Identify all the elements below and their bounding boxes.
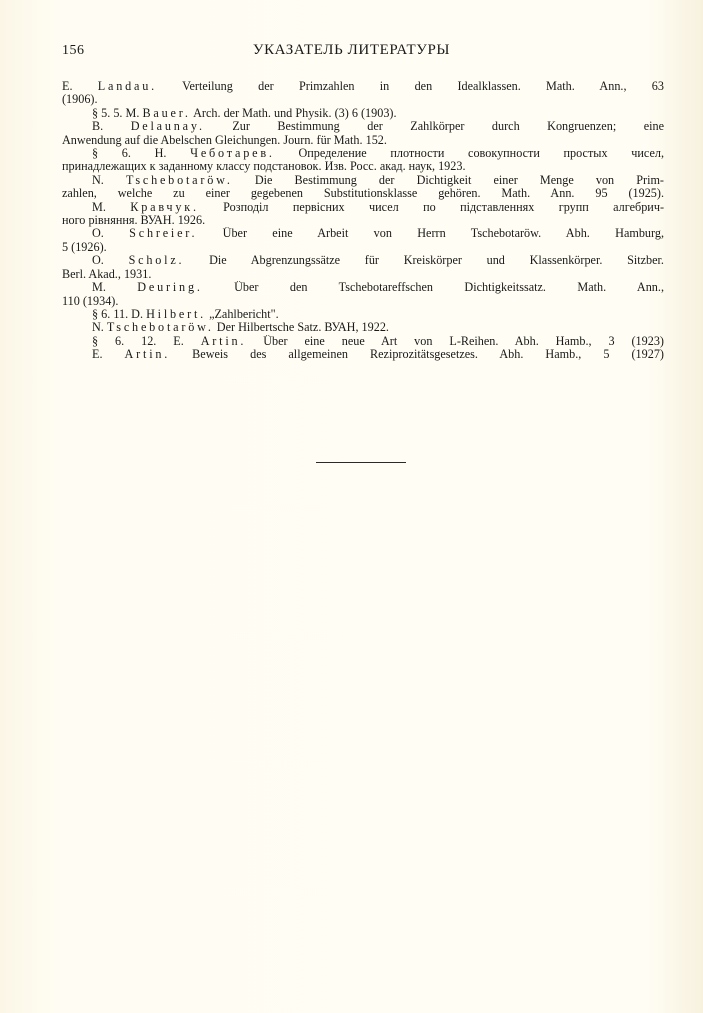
reference-line: O. Schreier. Über eine Arbeit von Herrn Tschebotaröw. Abh. Hamburg,	[92, 227, 664, 241]
running-title: УКАЗАТЕЛЬ ЛИТЕРАТУРЫ	[252, 42, 451, 58]
reference-line: O. Scholz. Die Abgrenzungssätze für Kreiskörper und Klassenkörper. Sitzber.	[92, 254, 664, 268]
reference-line: M. Deuring. Über den Tschebotareffschen Dichtigkeitssatz. Math. Ann.,	[92, 281, 664, 295]
author-name: Artin.	[124, 348, 171, 362]
author-name: Landau.	[97, 80, 157, 93]
author-name: Чеботарев.	[190, 147, 275, 161]
reference-line: принадлежащих к заданному классу подстановок. Изв. Росс. акад. наук, 1923.	[62, 160, 466, 174]
reference-line: zahlen, welche zu einer gegebenen Substitutionsklasse gehören. Math. Ann. 95 (1925).	[62, 187, 664, 201]
reference-line: § 6. 12. E. Artin. Über eine neue Art von L-Reihen. Abh. Hamb., 3 (1923)	[92, 334, 664, 348]
reference-line: E. Landau. Verteilung der Primzahlen in den Idealklassen. Math. Ann., 63	[62, 80, 664, 93]
reference-line: N. Tschebotaröw. Der Hilbertsche Satz. ВУАН, 1922.	[92, 321, 389, 335]
reference-line: (1906).	[62, 93, 98, 107]
reference-line: М. Кравчук. Розподіл первісних чисел по підставленнях групп алгебрич-	[92, 200, 664, 214]
reference-line: ного рівняння. ВУАН. 1926.	[62, 214, 206, 228]
section-end-rule	[316, 462, 406, 463]
reference-line: B. Delaunay. Zur Bestimmung der Zahlkörper durch Kongruenzen; eine	[92, 120, 664, 134]
author-name: Tschebotaröw.	[125, 173, 233, 187]
author-name: Schreier.	[129, 227, 198, 241]
reference-line: Berl. Akad., 1931.	[62, 267, 152, 281]
reference-line: § 6. Н. Чеботарев. Определение плотности совокупности простых чисел,	[92, 147, 664, 161]
reference-line: E. Artin. Beweis des allgemeinen Reziprozitätsgesetzes. Abh. Hamb., 5 (1927)	[92, 348, 664, 362]
reference-line: § 5. 5. M. Bauer. Arch. der Math. und Physik. (3) 6 (1903).	[92, 106, 397, 120]
author-name: Hilbert.	[146, 307, 207, 321]
reference-line: 110 (1934).	[62, 294, 119, 308]
reference-line: N. Tschebotaröw. Die Bestimmung der Dichtigkeit einer Menge von Prim-	[92, 173, 664, 187]
reference-line: § 6. 11. D. Hilbert. „Zahlbericht".	[92, 307, 279, 321]
author-name: Tschebotaröw.	[106, 321, 214, 335]
bibliography-list	[62, 80, 664, 362]
author-name: Bauer.	[142, 106, 191, 120]
author-name: Deuring.	[137, 281, 203, 295]
author-name: Delaunay.	[130, 120, 205, 134]
author-name: Кравчук.	[130, 200, 199, 214]
reference-line: Anwendung auf die Abelschen Gleichungen. Journ. für Math. 152.	[62, 133, 387, 147]
author-name: Scholz.	[128, 254, 185, 268]
author-name: Artin.	[200, 334, 247, 348]
reference-line: 5 (1926).	[62, 240, 107, 254]
page-number: 156	[62, 43, 85, 58]
